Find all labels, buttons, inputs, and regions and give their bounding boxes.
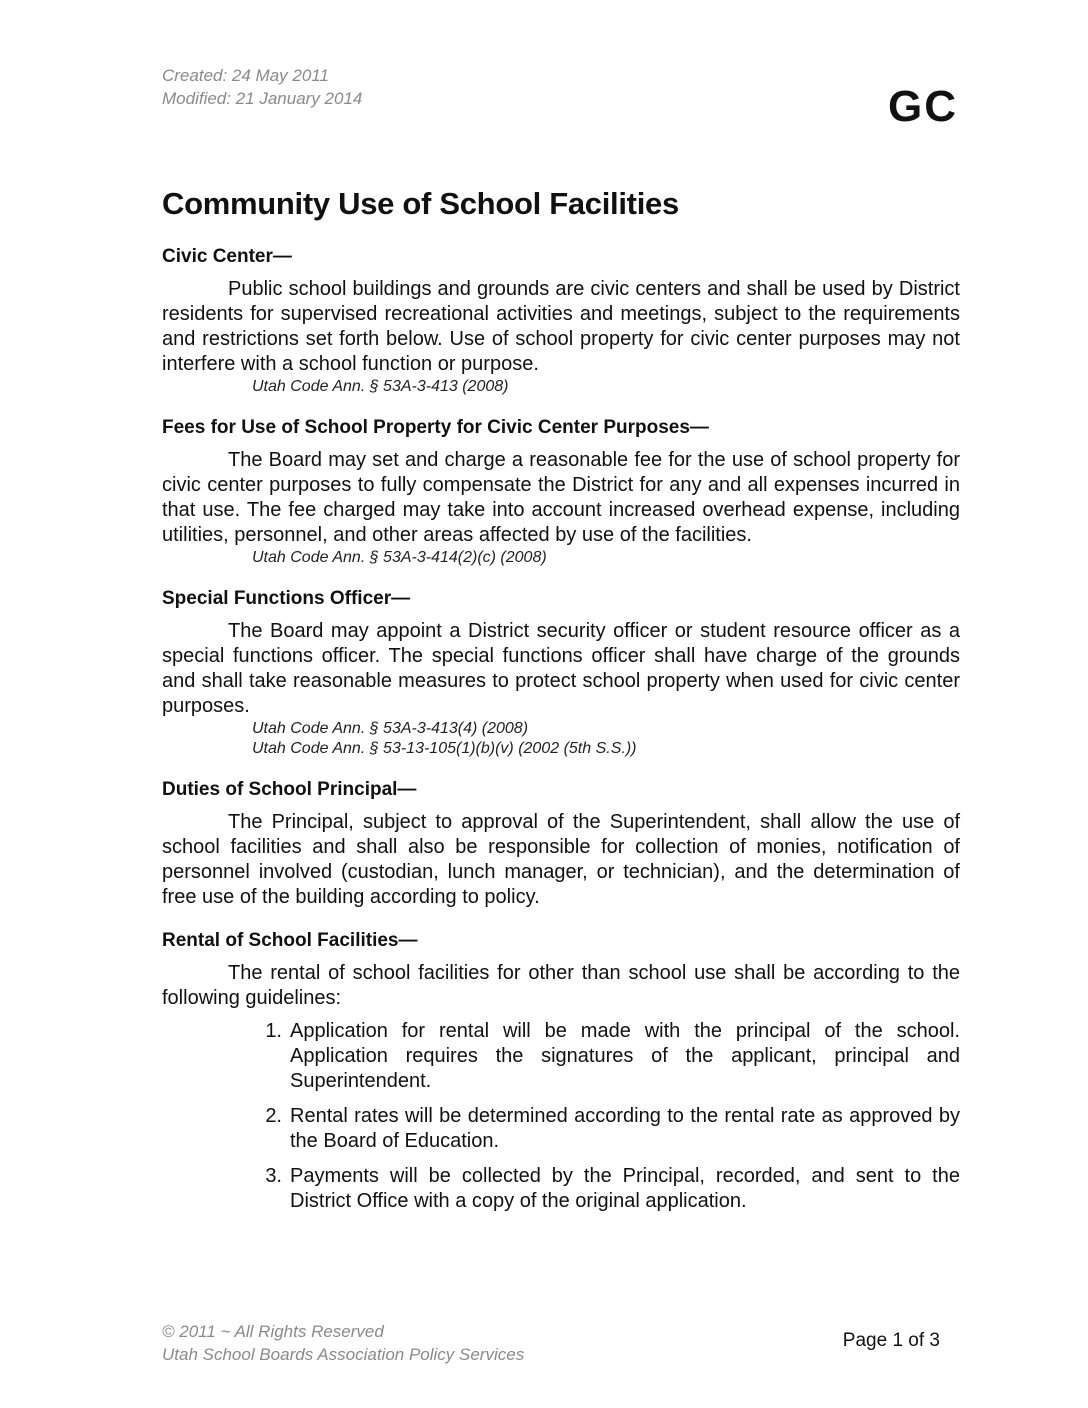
citation: Utah Code Ann. § 53A-3-413 (2008) [252, 378, 509, 395]
document-content [162, 186, 960, 1234]
list-item [250, 1104, 960, 1154]
section-special-functions-officer [162, 588, 960, 759]
page-title: Community Use of School Facilities [162, 186, 679, 221]
section-heading: Rental of School Facilities— [162, 930, 418, 951]
section-body: The Board may appoint a District security officer or student resource officer as a special functions officer. The special functions officer shall have charge of the grounds and shall take reasonable measures to protect school property when used for civic center purposes. [162, 620, 960, 717]
section-heading: Duties of School Principal— [162, 779, 417, 800]
section-principal-duties [162, 779, 960, 910]
list-item-number: 1. [265, 1020, 282, 1042]
created-date: Created: 24 May 2011 [162, 66, 329, 85]
section-body: Public school buildings and grounds are civic centers and shall be used by District residents for supervised recreational activities and meetings, subject to the requirements and restrictions set forth below. Use of school property for civic center purposes may not interfere with a school function or purpose. [162, 278, 960, 375]
modified-date: Modified: 21 January 2014 [162, 89, 363, 108]
section-heading: Civic Center— [162, 246, 292, 267]
page-number: Page 1 of 3 [842, 1330, 940, 1351]
section-fees [162, 417, 960, 568]
section-civic-center [162, 246, 960, 397]
citation: Utah Code Ann. § 53A-3-414(2)(c) (2008) [252, 549, 547, 566]
citation: Utah Code Ann. § 53A-3-413(4) (2008) [252, 720, 529, 737]
list-item [250, 1164, 960, 1214]
list-item-number: 2. [265, 1105, 282, 1127]
list-item [250, 1019, 960, 1094]
document-dates [162, 64, 362, 110]
list-item-text: Payments will be collected by the Principal, recorded, and sent to the District Office with a copy of the original application. [290, 1165, 960, 1212]
section-rental [162, 930, 960, 1214]
section-heading: Special Functions Officer— [162, 588, 411, 609]
policy-code: GC [888, 82, 958, 131]
list-item-text: Rental rates will be determined according to the rental rate as approved by the Board of Education. [290, 1105, 960, 1152]
section-body: The Principal, subject to approval of the Superintendent, shall allow the use of school facilities and shall also be responsible for collection of monies, notification of personnel involved (custodian, lunch manager, or technician), and the determination of free use of the building according to policy. [162, 811, 960, 908]
copyright-text: © 2011 ~ All Rights Reserved [162, 1322, 384, 1341]
rental-guidelines-list [162, 1019, 960, 1214]
section-heading: Fees for Use of School Property for Civic Center Purposes— [162, 417, 709, 438]
footer-credits [162, 1320, 524, 1366]
list-item-number: 3. [265, 1165, 282, 1187]
organization-text: Utah School Boards Association Policy Services [162, 1345, 525, 1364]
section-body: The Board may set and charge a reasonable fee for the use of school property for civic center purposes to fully compensate the District for any and all expenses incurred in that use. The fee charged may take into account increased overhead expense, including utilities, personnel, and other areas affected by use of the facilities. [162, 449, 960, 546]
section-body: The rental of school facilities for other than school use shall be according to the following guidelines: [162, 962, 960, 1009]
citation: Utah Code Ann. § 53-13-105(1)(b)(v) (2002 (5th S.S.)) [252, 740, 637, 757]
list-item-text: Application for rental will be made with the principal of the school. Application requires the signatures of the applicant, principal and Superintendent. [290, 1020, 960, 1092]
